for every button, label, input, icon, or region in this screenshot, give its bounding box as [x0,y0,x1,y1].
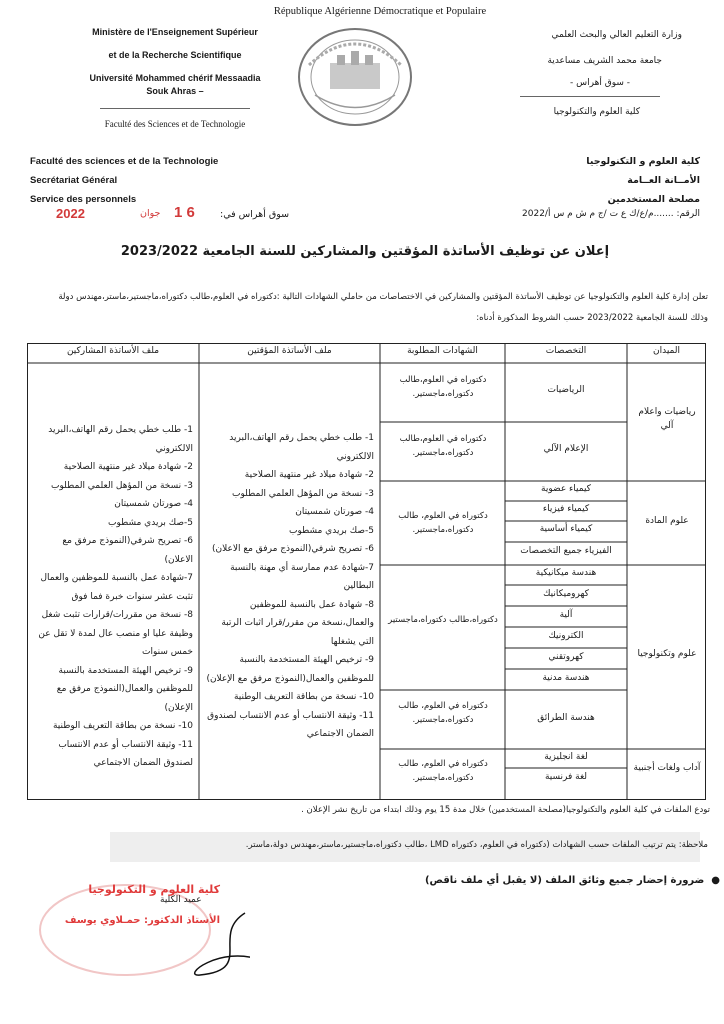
header-ar-line: وزارة التعليم العالي والبحث العلمي [551,30,682,40]
intro-text [18,287,708,329]
list-item: 3- نسخة من المؤهل العلمي المطلوب [51,480,193,491]
list-item: 5-صك بريدي مشطوب [107,517,193,528]
header-temp-file: ملف الأساتذة المؤقتين [247,346,332,356]
list-item: 8- نسخة من مقررات/قرارات تثبت شغل وظيفة عليا او منصب عال لمدة لا تقل عن خمس سنوات [38,610,193,657]
specialty-cell: كهروميكانيك [543,589,589,599]
stamp-line-2: الأستاذ الدكتور: حمـلاوي يوسف [64,915,220,926]
list-item: 11- وثيقة الانتساب أو عدم الانتساب لصندوق الضمان الاجتماعي [207,710,374,739]
deposit-text: تودع الملفات في كلية العلوم والتكنولوجيا(مصلحة المستخدمين) خلال مدة 15 يوم وذلك ابتداء من تاريخ نشر الإعلان . [301,805,710,815]
header-fr-line: Ministère de l'Enseignement Supérieur [92,27,258,37]
header-ar-line: جامعة محمد الشريف مساعدية [547,56,662,66]
specialty-cell: لغة انجليزية [544,752,588,762]
degree-cell: دكتوراه،طالب دكتوراه،ماجستير [388,615,498,625]
divider [100,108,250,109]
bullet-text: ضرورة إحضار جميع وثائق الملف (لا يقبل أي ملف ناقص) [424,875,705,886]
stamp-line-1: كلية العلوم و التكنولوجيا [88,883,220,896]
date-month: جوان [140,208,161,219]
degree-cell: دكتوراه في العلوم، طالب دكتوراه،ماجستير. [398,759,488,783]
note-text: ملاحظة: يتم ترتيب الملفات حسب الشهادات (دكتوراه في العلوم، دكتوراه LMD ،طالب دكتوراه،ماجستير،ماستر،مهندس دولة،ماستر. [245,840,708,850]
degree-cell: دكتوراه في العلوم،طالب دكتوراه،ماجستير. [399,434,487,458]
signature-title: عميد الكلية [160,895,202,905]
domain-cell: رياضيات واعلام آلي [638,407,696,431]
list-item: 11- وثيقة الانتساب أو عدم الانتساب لصندوق الضمان الاجتماعي [58,739,193,768]
bullet-icon: ● [704,875,720,886]
signature-block [30,875,250,985]
specialty-cell: لغة فرنسية [544,772,588,782]
list-item: 1- طلب خطي يحمل رقم الهاتف،البريد الالكتروني [229,433,374,462]
sender-ar-line: الأمــانة العــامة [627,175,700,186]
domain-cell: آداب ولغات أجنبية [633,763,701,773]
sender-fr-line: Service des personnels [30,194,137,205]
list-item: 9- ترخيص الهيئة المستخدمة بالنسبة للموظفين والعمال(النموذج مرفق مع الإعلان) [206,655,374,684]
list-item: 2- شهادة ميلاد غير منتهية الصلاحية [63,462,193,472]
specialty-cell: كيمياء عضوية [541,484,591,494]
domain-cell: علوم وتكنولوجيا [637,649,697,659]
list-item: 5-صك بريدي مشطوب [288,525,374,536]
domain-cell: علوم المادة [645,516,689,526]
specialty-cell: آلية [559,610,573,620]
list-item: 4- صورتان شمسيتان [114,499,193,509]
republic-title: République Algérienne Démocratique et Populaire [273,6,487,17]
header-ar-faculty: كلية العلوم والتكنولوجيا [553,107,640,117]
header-fr-line: et de la Recherche Scientifique [108,50,242,60]
list-item: 7-شهادة عمل بالنسبة للموظفين والعمال تثبت عشر سنوات خبرة فما فوق [40,573,193,602]
date-year: 2022 [56,206,85,221]
list-item: 6- تصريح شرفي(النموذج مرفق مع الاعلان) [62,536,193,565]
header-fr-line: Souk Ahras – [146,86,204,96]
date-day: 1 6 [174,204,195,221]
temp-file-list [199,429,380,744]
recruitment-table [27,343,706,800]
specialty-cell: هندسة ميكانيكية [535,568,597,578]
part-file-list [27,421,199,773]
specialty-cell: هندسة مدنية [542,673,590,683]
date-line [50,206,350,226]
bullet-item [300,875,720,886]
specialty-cell: الكترونيك [548,631,584,641]
list-item: 10- نسخة من بطاقة التعريف الوطنية [233,692,374,702]
page-title: إعلان عن توظيف الأساتذة المؤقتين والمشاركين للسنة الجامعية 2023/2022 [120,244,610,259]
list-item: 4- صورتان شمسيتان [295,507,374,517]
divider [520,96,660,97]
intro-line: تعلن إدارة كلية العلوم والتكنولوجيا عن توظيف الأساتذة المؤقتين والمشاركين في الاختصاصات من حاملي الشهادات التالية :دكتوراه في العلوم،طالب دكتوراه،ماجستير،ماستر،مهندس دولة [58,292,708,302]
specialty-cell: الفيزياء جميع التخصصات [520,546,612,556]
sender-ar [470,152,700,209]
sender-ar-line: مصلحة المستخدمين [607,194,700,205]
reference-number: الرقم: .......م/ع/ك ع ت /ج م ش م س أ/2022 [522,209,700,219]
header-fr-faculty: Faculté des Sciences et de Technologie [104,119,246,129]
specialty-cell: كيمياء أساسية [539,524,593,534]
list-item: 7-شهادة عدم ممارسة أي مهنة بالنسبة البطالين [230,562,374,591]
list-item: 2- شهادة ميلاد غير منتهية الصلاحية [244,470,374,480]
list-item: 3- نسخة من المؤهل العلمي المطلوب [232,488,374,499]
specialty-cell: هندسة الطرائق [537,713,595,723]
specialty-cell: الإعلام الآلي [543,444,589,454]
header-part-file: ملف الأساتذة المشاركين [66,346,160,356]
specialty-cell: كيمياء فيزياء [542,504,590,514]
header-degrees: الشهادات المطلوبة [407,346,478,356]
header-ar-block [460,28,700,119]
university-seal-icon [295,25,415,135]
specialty-cell: كهروتقني [548,652,584,662]
specialty-cell: الرياضيات [547,385,585,395]
header-domain: الميدان [653,346,680,356]
sender-fr-line: Secrétariat Général [30,175,118,186]
sender-fr [30,152,218,209]
list-item: 10- نسخة من بطاقة التعريف الوطنية [52,721,193,731]
sender-fr-line: Faculté des sciences et de la Technologie [30,156,219,167]
list-item: 6- تصريح شرفي(النموذج مرفق مع الاعلان) [211,544,374,554]
list-item: 9- ترخيص الهيئة المستخدمة بالنسبة للموظفين والعمال(النموذج مرفق مع الإعلان) [56,665,193,713]
list-item: 8- شهادة عمل بالنسبة للموظفين والعمال،نسخة من مقرر/قرار اثبات الرتبة التي يشغلها [221,599,374,647]
list-item: 1- طلب خطي يحمل رقم الهاتف،البريد الالكتروني [48,425,193,454]
header-ar-line: - سوق أهراس - [570,78,630,88]
header-fr-block [60,26,290,129]
header-specialty: التخصصات [545,346,587,356]
degree-cell: دكتوراه في العلوم، طالب دكتوراه،ماجستير. [398,701,488,725]
intro-line: وذلك للسنة الجامعية 2023/2022 حسب الشروط المذكورة أدناه: [476,313,708,323]
degree-cell: دكتوراه في العلوم، طالب دكتوراه،ماجستير. [398,511,488,535]
degree-cell: دكتوراه في العلوم،طالب دكتوراه،ماجستير. [399,375,487,399]
date-place: سوق أهراس في: [220,209,290,220]
header-fr-line: Université Mohammed chérif Messaadia [89,73,261,83]
sender-ar-line: كلية العلوم و التكنولوجيا [586,156,700,167]
